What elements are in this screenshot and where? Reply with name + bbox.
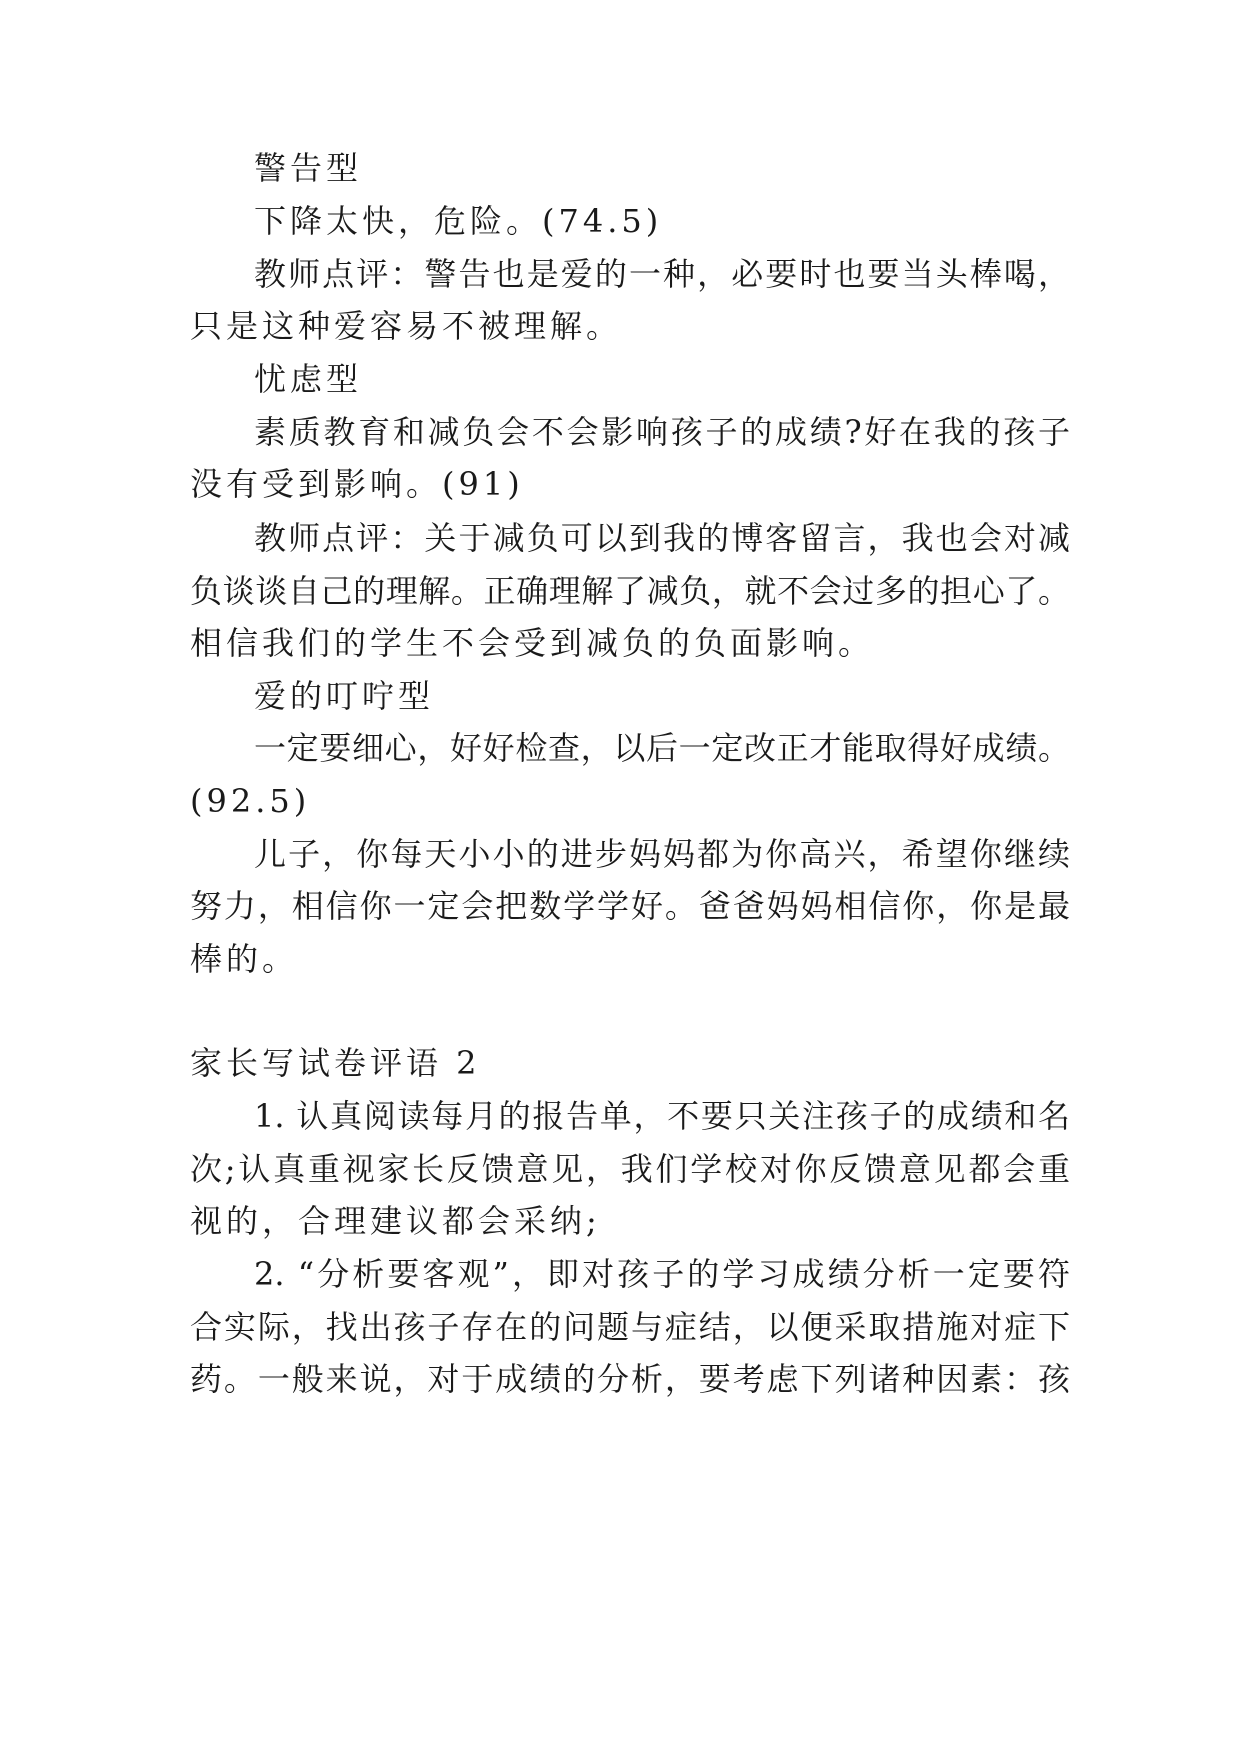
paragraph-line: 只是这种爱容易不被理解。 — [190, 307, 623, 345]
section-heading-warning: 警告型 — [254, 149, 363, 187]
section-heading-worry: 忧虑型 — [254, 360, 363, 398]
paragraph-line: 没有受到影响。(91) — [190, 465, 524, 503]
paragraph-line: 一定要细心，好好检查，以后一定改正才能取得好成绩。 — [254, 729, 1070, 767]
section-title: 家长写试卷评语 2 — [190, 1044, 481, 1082]
paragraph-line: (92.5) — [190, 782, 311, 820]
paragraph-line: 负谈谈自己的理解。正确理解了减负，就不会过多的担心了。 — [190, 572, 1070, 610]
paragraph-line: 教师点评：警告也是爱的一种，必要时也要当头棒喝， — [254, 255, 1070, 293]
paragraph-line: 合实际，找出孩子存在的问题与症结，以便采取措施对症下 — [190, 1308, 1070, 1346]
paragraph-line: 儿子，你每天小小的进步妈妈都为你高兴，希望你继续 — [254, 835, 1070, 873]
paragraph-line: 素质教育和减负会不会影响孩子的成绩?好在我的孩子 — [254, 413, 1070, 451]
paragraph-line: 1. 认真阅读每月的报告单，不要只关注孩子的成绩和名 — [254, 1097, 1070, 1135]
paragraph-line: 努力，相信你一定会把数学学好。爸爸妈妈相信你，你是最 — [190, 887, 1070, 925]
paragraph-line: 2. “分析要客观”，即对孩子的学习成绩分析一定要符 — [254, 1255, 1070, 1293]
paragraph-line: 次;认真重视家长反馈意见，我们学校对你反馈意见都会重 — [190, 1150, 1070, 1188]
paragraph-line: 视的，合理建议都会采纳; — [190, 1202, 601, 1240]
paragraph-line: 下降太快，危险。(74.5) — [254, 202, 663, 240]
section-heading-caring: 爱的叮咛型 — [254, 677, 435, 715]
paragraph-line: 棒的。 — [190, 940, 299, 978]
paragraph-line: 相信我们的学生不会受到减负的负面影响。 — [190, 624, 875, 662]
paragraph-line: 教师点评：关于减负可以到我的博客留言，我也会对减 — [254, 519, 1070, 557]
paragraph-line: 药。一般来说，对于成绩的分析，要考虑下列诸种因素：孩 — [190, 1360, 1070, 1398]
